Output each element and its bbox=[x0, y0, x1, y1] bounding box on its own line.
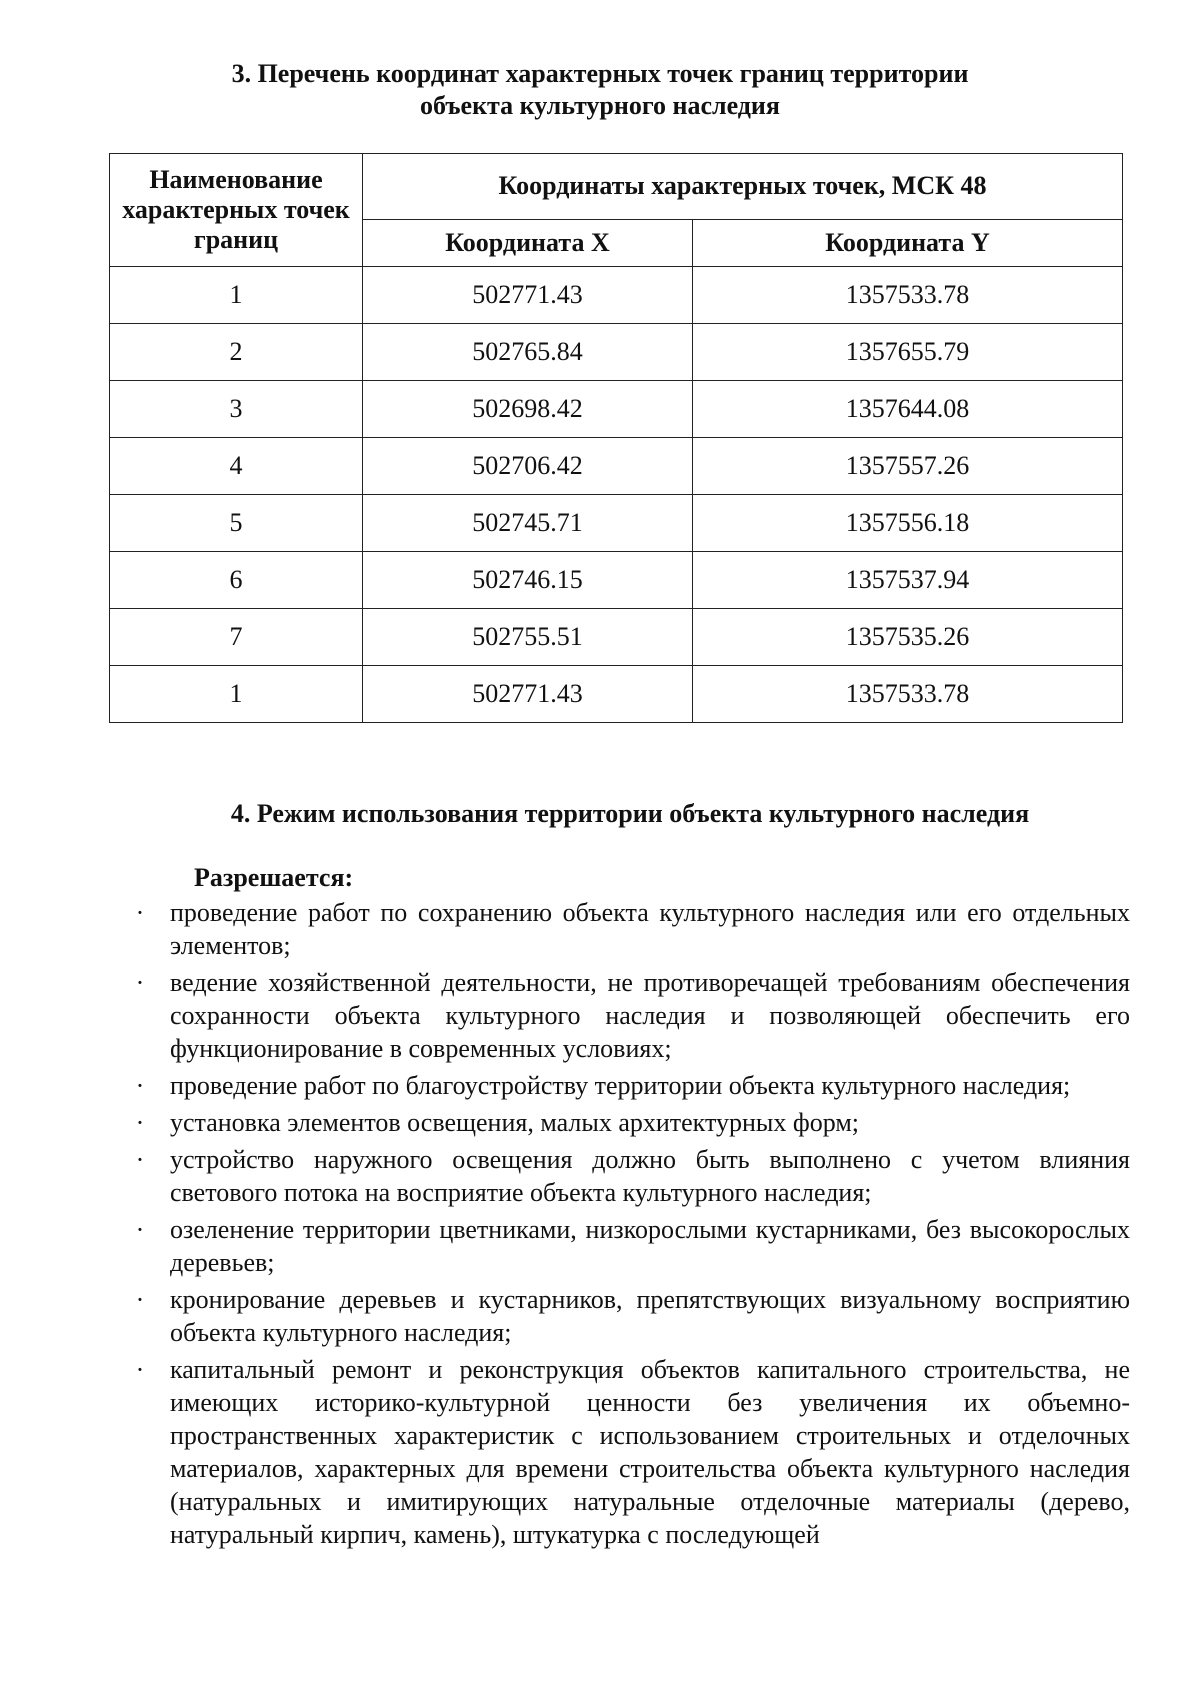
allowed-heading: Разрешается: bbox=[194, 863, 354, 892]
coordinate-y-cell: 1357533.78 bbox=[693, 267, 1123, 324]
table-row bbox=[110, 267, 1123, 324]
list-item-text: проведение работ по сохранению объекта культурного наследия или его отдельных элементов; bbox=[170, 898, 1130, 960]
point-cell: 3 bbox=[110, 381, 363, 438]
table-row bbox=[110, 324, 1123, 381]
list-item-text: ведение хозяйственной деятельности, не противоречащей требованиям обеспечения сохранности объекта культурного наследия и позволяющей обеспечить его функционирование в современных условиях; bbox=[170, 968, 1130, 1063]
bullet-icon: · bbox=[135, 1215, 145, 1244]
header-coordinates-group: Координаты характерных точек, МСК 48 bbox=[363, 154, 1123, 220]
coordinate-y-cell: 1357535.26 bbox=[693, 609, 1123, 666]
list-item bbox=[130, 966, 1130, 1065]
bullet-icon: · bbox=[135, 1145, 145, 1174]
section-3-title-line-2: объекта культурного наследия bbox=[420, 91, 780, 120]
list-item-text: кронирование деревьев и кустарников, препятствующих визуальному восприятию объекта культурного наследия; bbox=[170, 1285, 1130, 1347]
header-point-name: Наименование характерных точек границ bbox=[110, 154, 363, 267]
point-cell: 2 bbox=[110, 324, 363, 381]
point-cell: 7 bbox=[110, 609, 363, 666]
header-coordinate-y: Координата Y bbox=[693, 219, 1123, 266]
table-row bbox=[110, 495, 1123, 552]
list-item-text: проведение работ по благоустройству территории объекта культурного наследия; bbox=[170, 1071, 1071, 1100]
list-item-text: капитальный ремонт и реконструкция объектов капитального строительства, не имеющих историко-культурной ценности без увеличения их объемно-пространственных характеристик с использованием строительных и отделочных материалов, характерных для времени строительства объекта культурного наследия (натуральных и имитирующих натуральные отделочные материалы (дерево, натуральный кирпич, камень), штукатурка с последующей bbox=[170, 1355, 1130, 1549]
coordinate-x-cell: 502771.43 bbox=[363, 267, 693, 324]
table-row bbox=[110, 609, 1123, 666]
list-item bbox=[130, 1353, 1130, 1551]
coordinate-x-cell: 502746.15 bbox=[363, 552, 693, 609]
bullet-icon: · bbox=[135, 968, 145, 997]
list-item bbox=[130, 1106, 1130, 1139]
point-cell: 5 bbox=[110, 495, 363, 552]
coordinate-y-cell: 1357655.79 bbox=[693, 324, 1123, 381]
coordinate-x-cell: 502698.42 bbox=[363, 381, 693, 438]
section-3-title bbox=[150, 58, 1050, 122]
section-4-title: 4. Режим использования территории объекта культурного наследия bbox=[230, 799, 1030, 828]
coordinate-x-cell: 502765.84 bbox=[363, 324, 693, 381]
table-row bbox=[110, 438, 1123, 495]
point-cell: 1 bbox=[110, 666, 363, 723]
bullet-icon: · bbox=[135, 898, 145, 927]
bullet-icon: · bbox=[135, 1071, 145, 1100]
list-item-text: установка элементов освещения, малых архитектурных форм; bbox=[170, 1108, 859, 1137]
table-row bbox=[110, 381, 1123, 438]
list-item bbox=[130, 1069, 1130, 1102]
table-row bbox=[110, 666, 1123, 723]
bullet-icon: · bbox=[135, 1355, 145, 1384]
list-item-text: озеленение территории цветниками, низкорослыми кустарниками, без высокорослых деревьев; bbox=[170, 1215, 1130, 1277]
coordinate-y-cell: 1357557.26 bbox=[693, 438, 1123, 495]
list-item-text: устройство наружного освещения должно быть выполнено с учетом влияния светового потока на восприятие объекта культурного наследия; bbox=[170, 1145, 1130, 1207]
section-3-title-line-1: 3. Перечень координат характерных точек границ территории bbox=[231, 59, 969, 88]
bullet-icon: · bbox=[135, 1108, 145, 1137]
coordinates-table bbox=[109, 153, 1123, 723]
header-coordinate-x: Координата X bbox=[363, 219, 693, 266]
point-cell: 6 bbox=[110, 552, 363, 609]
point-cell: 1 bbox=[110, 267, 363, 324]
coordinate-x-cell: 502745.71 bbox=[363, 495, 693, 552]
allowed-list bbox=[130, 896, 1130, 1555]
list-item bbox=[130, 1283, 1130, 1349]
list-item bbox=[130, 1213, 1130, 1279]
coordinate-y-cell: 1357644.08 bbox=[693, 381, 1123, 438]
coordinate-x-cell: 502755.51 bbox=[363, 609, 693, 666]
list-item bbox=[130, 1143, 1130, 1209]
table-row bbox=[110, 552, 1123, 609]
coordinate-x-cell: 502771.43 bbox=[363, 666, 693, 723]
coordinate-y-cell: 1357533.78 bbox=[693, 666, 1123, 723]
coordinate-y-cell: 1357537.94 bbox=[693, 552, 1123, 609]
point-cell: 4 bbox=[110, 438, 363, 495]
list-item bbox=[130, 896, 1130, 962]
bullet-icon: · bbox=[135, 1285, 145, 1314]
coordinate-x-cell: 502706.42 bbox=[363, 438, 693, 495]
coordinate-y-cell: 1357556.18 bbox=[693, 495, 1123, 552]
